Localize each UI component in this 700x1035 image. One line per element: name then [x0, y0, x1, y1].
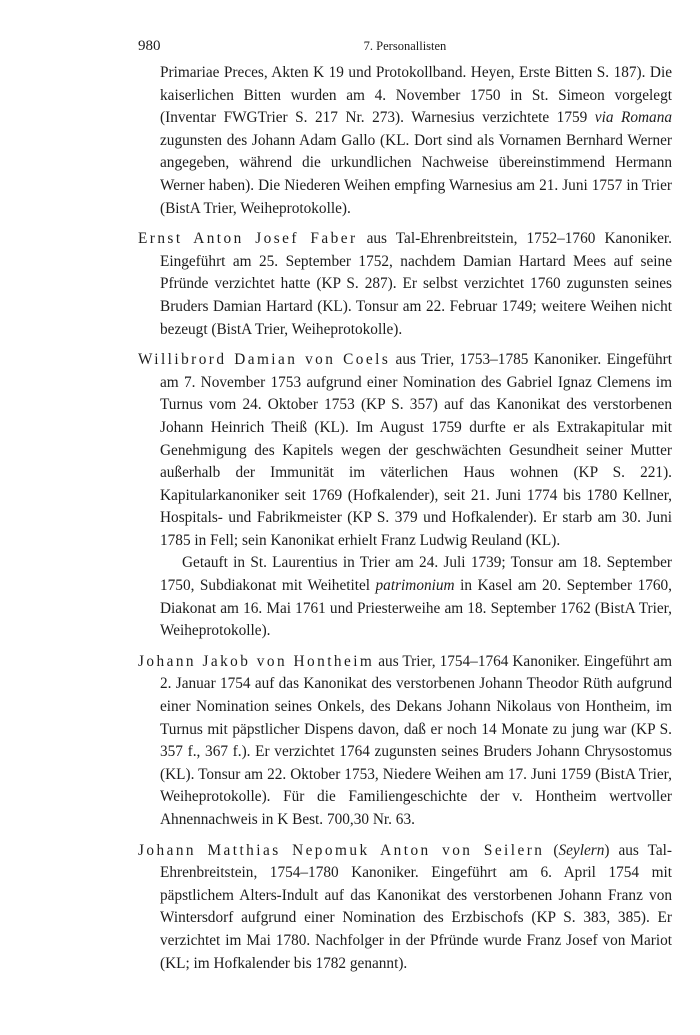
italic-term: Seylern	[558, 841, 605, 859]
person-name: Willibrord Damian von Coels	[138, 351, 391, 369]
person-entry	[138, 228, 672, 341]
italic-term: patrimonium	[375, 577, 455, 595]
person-entry	[138, 349, 672, 552]
person-name: Ernst Anton Josef Faber	[138, 230, 358, 248]
page-number: 980	[138, 38, 161, 54]
continued-paragraph	[138, 62, 672, 220]
paragraph-text: zugunsten des Johann Adam Gallo (KL. Dort sind als Vornamen Bernhard Werner angegeben, während die urkundlichen Nachweise übereinstimmend Hermann Werner haben). Die Niederen Weihen empfing Warnesius am 21. Juni 1757 in Trier (BistA Trier, Weiheprotokolle).	[160, 131, 672, 217]
page-header	[138, 38, 672, 58]
paragraph-text: aus Trier, 1754–1764 Kanoniker. Eingeführt am 2. Januar 1754 auf das Kanonikat des verstorbenen Johann Theodor Rüth aufgrund einer Nomination seines Onkels, des Dekans Johann Nikolaus von Hontheim, im Turnus mit päpstlicher Dispens davon, daß er noch 14 Monate zu jung war (KP S. 357 f., 367 f.). Er verzichtet 1764 zugunsten seines Bruders Johann Chrysostomus (KL). Tonsur am 22. Oktober 1753, Niedere Weihen am 17. Juni 1759 (BistA Trier, Weiheprotokolle). Für die Familiengeschichte der v. Hontheim wertvoller Ahnennachweis in K Best. 700,30 Nr. 63.	[160, 652, 672, 828]
running-head: 7. Personallisten	[363, 39, 447, 53]
paragraph-text: (	[544, 841, 559, 859]
italic-term: via Romana	[594, 109, 672, 127]
paragraph-text: Primariae Preces, Akten K 19 und Protokollband. Heyen, Erste Bitten S. 187). Die kaiserlichen Bitten wurden am 4. November 1750 in St. Simeon vorgelegt (Inventar FWGTrier S. 217 Nr. 273). Warnesius verzichtete 1759	[160, 64, 672, 127]
paragraph-text: in Kasel am 20. September 1760, Diakonat am 16. Mai 1761 und Priesterweihe am 18. September 1762 (BistA Trier, Weiheprotokolle).	[160, 577, 672, 640]
paragraph-text: aus Trier, 1753–1785 Kanoniker. Eingeführt am 7. November 1753 aufgrund einer Nomination des Gabriel Ignaz Clemens im Turnus vom 24. Oktober 1753 (KP S. 357) auf das Kanonikat des verstorbenen Johann Heinrich Theiß (KL). Im August 1759 durfte er als Extrakapitular mit Genehmigung des Kapitels wegen der geschwächten Gesundheit seiner Mutter außerhalb der Immunität im väterlichen Haus wohnen (KP S. 221). Kapitularkanoniker seit 1769 (Hofkalender), seit 21. Juni 1774 bis 1780 Kellner, Hospitals- und Fabrikmeister (KP S. 379 und Hofkalender). Er starb am 30. Juni 1785 in Fell; sein Kanonikat erhielt Franz Ludwig Reuland (KL).	[160, 351, 672, 549]
paragraph-text: aus Tal-Ehrenbreitstein, 1752–1760 Kanoniker. Eingeführt am 25. September 1752, nachdem Damian Hartard Mees auf seine Pfründe verzichtet hatte (KP S. 287). Er selbst verzichtet 1760 zugunsten seines Bruders Damian Hartard (KL). Tonsur am 22. Februar 1749; weitere Weihen nicht bezeugt (BistA Trier, Weiheprotokolle).	[160, 230, 672, 338]
person-name: Johann Jakob von Hontheim	[138, 652, 375, 670]
person-name: Johann Matthias Nepomuk Anton von Seilern	[138, 841, 545, 859]
person-entry	[138, 651, 672, 832]
body-text	[138, 62, 672, 975]
entry-subparagraph	[138, 552, 672, 642]
paragraph-text: Getauft in St. Laurentius in Trier am 24. Juli 1739; Tonsur am 18. September 1750, Subdiakonat mit Weihetitel	[160, 554, 672, 595]
person-entry	[138, 840, 672, 976]
paragraph-text: ) aus Tal-Ehrenbreitstein, 1754–1780 Kanoniker. Eingeführt am 6. April 1754 mit päpstlichem Alters-Indult auf das Kanonikat des verstorbenen Johann Franz von Wintersdorf aufgrund einer Nomination des Erzbischofs (KP S. 383, 385). Er verzichtet im Mai 1780. Nachfolger in der Pfründe wurde Franz Josef von Mariot (KL; im Hofkalender bis 1782 genannt).	[160, 841, 673, 972]
